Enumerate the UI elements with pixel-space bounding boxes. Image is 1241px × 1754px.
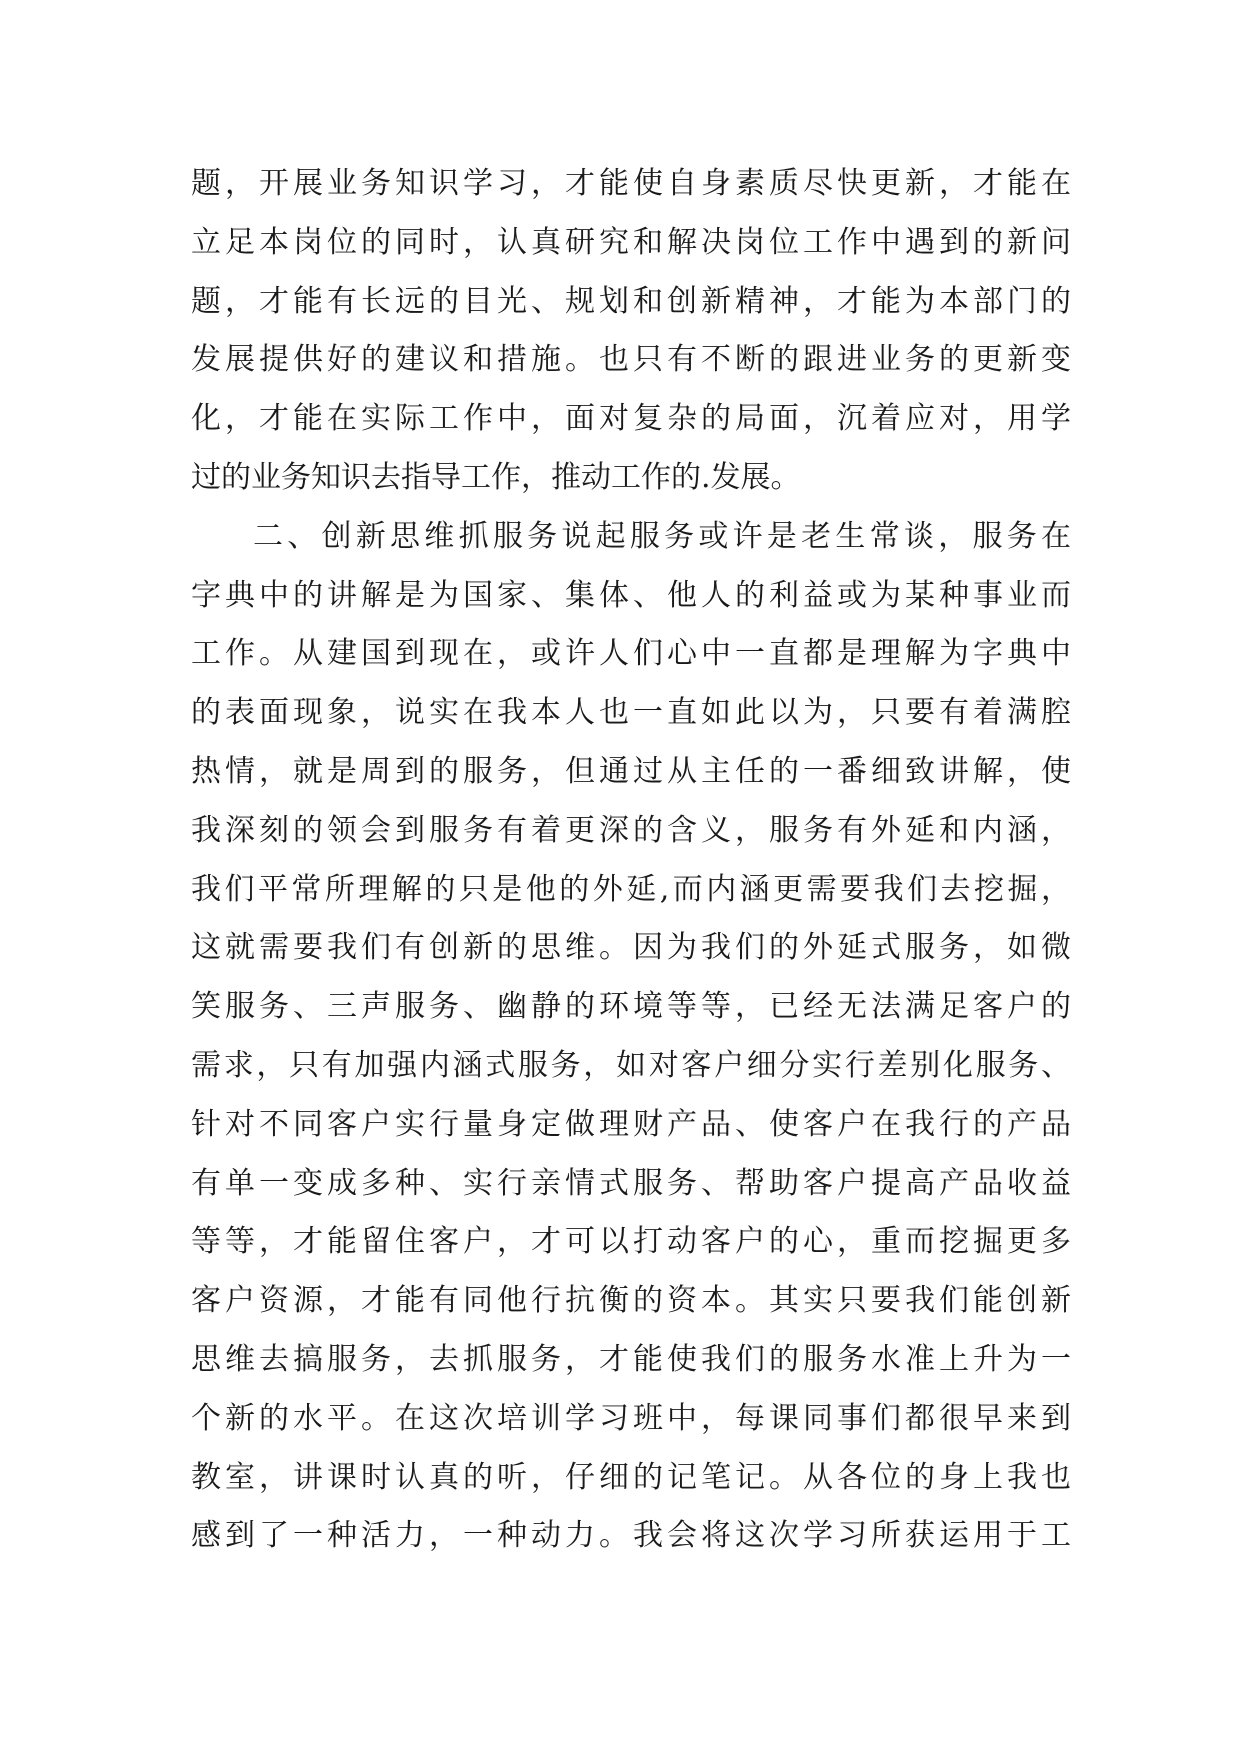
text-line: 等等，才能留住客户，才可以打动客户的心，重而挖掘更多 (191, 1224, 1071, 1260)
body-text (191, 155, 1071, 1566)
text-line: 针对不同客户实行量身定做理财产品、使客户在我行的产品 (191, 1106, 1071, 1142)
text-line: 题，开展业务知识学习，才能使自身素质尽快更新，才能在 (191, 166, 1071, 201)
text-line: 思维去搞服务，去抓服务，才能使我们的服务水准上升为一 (191, 1341, 1071, 1377)
text-line: 个新的水平。在这次培训学习班中，每课同事们都很早来到 (191, 1400, 1071, 1436)
text-line: 我深刻的领会到服务有着更深的含义，服务有外延和内涵， (191, 812, 1071, 848)
text-line: 化，才能在实际工作中，面对复杂的局面，沉着应对，用学 (191, 401, 1071, 437)
text-line: 立足本岗位的同时，认真研究和解决岗位工作中遇到的新问 (191, 224, 1071, 260)
text-line: 笑服务、三声服务、幽静的环境等等，已经无法满足客户的 (191, 989, 1071, 1025)
text-line: 需求，只有加强内涵式服务，如对客户细分实行差别化服务、 (191, 1047, 1071, 1083)
text-line: 我们平常所理解的只是他的外延,而内涵更需要我们去挖掘， (191, 871, 1071, 907)
text-line: 的表面现象，说实在我本人也一直如此以为，只要有着满腔 (191, 695, 1071, 731)
text-line: 有单一变成多种、实行亲情式服务、帮助客户提高产品收益 (191, 1165, 1071, 1201)
text-line: 教室，讲课时认真的听，仔细的记笔记。从各位的身上我也 (191, 1459, 1071, 1495)
text-line: 过的业务知识去指导工作，推动工作的.发展。 (191, 459, 801, 495)
text-line: 客户资源，才能有同他行抗衡的资本。其实只要我们能创新 (191, 1283, 1071, 1319)
section-heading-line: 二、创新思维抓服务说起服务或许是老生常谈，服务在 (253, 518, 1071, 554)
text-line: 发展提供好的建议和措施。也只有不断的跟进业务的更新变 (191, 342, 1071, 378)
text-line: 感到了一种活力，一种动力。我会将这次学习所获运用于工 (191, 1518, 1071, 1554)
text-line: 字典中的讲解是为国家、集体、他人的利益或为某种事业而 (191, 577, 1071, 613)
text-line: 工作。从建国到现在，或许人们心中一直都是理解为字典中 (191, 636, 1071, 672)
text-line: 题，才能有长远的目光、规划和创新精神，才能为本部门的 (191, 283, 1071, 319)
text-line: 热情，就是周到的服务，但通过从主任的一番细致讲解，使 (191, 753, 1071, 789)
text-line: 这就需要我们有创新的思维。因为我们的外延式服务，如微 (191, 930, 1071, 966)
